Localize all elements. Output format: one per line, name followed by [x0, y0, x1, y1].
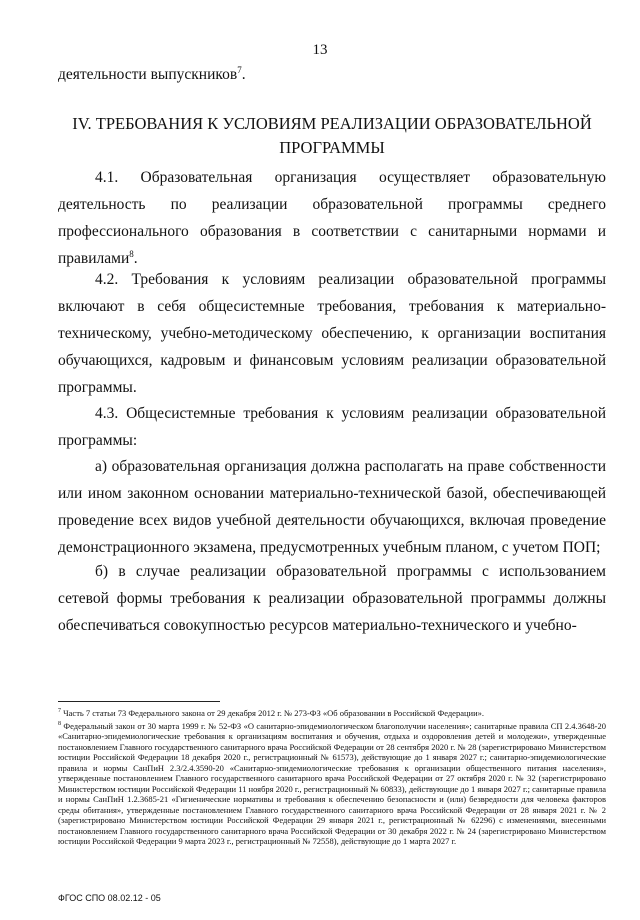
footnote-8-text: Федеральный закон от 30 марта 1999 г. № 52-ФЗ «О санитарно-эпидемиологическом благополучии населения»; санитарные правила СП 2.4.3648-20 «Санитарно-эпидемиологические требования к организациям воспитания и обучения, отдыха и оздоровления детей и молодежи», утвержденные постановлением Главного государственного санитарного врача Российской Федерации от 28 сентября 2020 г. № 28 (зарегистрировано Министерством юстиции Российской Федерации 18 декабря 2020 г., регистрационный № 61573), действующие до 1 января 2027 г.; санитарно-эпидемиологические правила и нормы СанПиН 2.3/2.4.3590-20 «Санитарно-эпидемиологические требования к организации общественного питания населения», утвержденные постановлением Главного государственного санитарного врача Российской Федерации от 27 октября 2020 г. № 32 (зарегистрировано Министерством юстиции Российской Федерации 11 ноября 2020 г., регистрационный № 60833), действующие до 1 января 2027 г.; санитарные правила и нормы СанПиН 1.2.3685-21 «Гигиенические нормативы и требования к обеспечению безопасности и (или) безвредности для человека факторов среды обитания», утвержденные постановлением Главного государственного санитарного врача Российской Федерации от 28 января 2021 г. № 2 (зарегистрировано Министерством юстиции Российской Федерации 29 января 2021 г., регистрационный № 62296) с изменениями, внесенными постановлением Главного государственного санитарного врача Российской Федерации от 30 декабря 2022 г. № 24 (зарегистрировано Министерством юстиции Российской Федерации 9 марта 2023 г., регистрационный № 72558), действующие до 1 марта 2027 г.	[58, 720, 607, 846]
document-footer: ФГОС СПО 08.02.12 - 05	[58, 893, 161, 903]
footnote-7-text: Часть 7 статьи 73 Федерального закона от 29 декабря 2012 г. № 273-ФЗ «Об образовании в Российской Федерации».	[63, 708, 484, 718]
paragraph-4-1	[58, 164, 606, 272]
continuation-after: .	[241, 66, 246, 83]
paragraph-a: а) образовательная организация должна располагать на праве собственности или ином законном основании материально-технической базой, обеспечивающей проведение всех видов учебной деятельности обучающихся, включая проведение демонстрационного экзамена, предусмотренных учебным планом, с учетом ПОП;	[58, 458, 606, 556]
footnote-7	[58, 708, 606, 719]
page-number: 13	[312, 42, 328, 58]
paragraph-4-1-after: .	[133, 250, 138, 267]
paragraph-4-2: 4.2. Требования к условиям реализации образовательной программы включают в себя общесистемные требования, требования к материально-техническому, учебно-методическому обеспечению, к организации воспитания обучающихся, кадровым и финансовым условиям реализации образовательной программы.	[58, 271, 606, 396]
paragraph-4-1-text: 4.1. Образовательная организация осуществляет образовательную деятельность по реализации образовательной программы среднего профессионального образования в соответствии с санитарными нормами и правилами	[58, 169, 606, 267]
paragraph-4-3: 4.3. Общесистемные требования к условиям реализации образовательной программы:	[58, 405, 606, 449]
section-heading: IV. ТРЕБОВАНИЯ К УСЛОВИЯМ РЕАЛИЗАЦИИ ОБРАЗОВАТЕЛЬНОЙ ПРОГРАММЫ	[72, 114, 592, 157]
footnotes	[58, 708, 606, 849]
footnote-separator	[58, 701, 220, 702]
footnote-8	[58, 721, 606, 847]
footnote-ref-7: 7	[237, 64, 242, 75]
footnote-7-number: 7	[58, 708, 61, 715]
footnote-ref-8: 8	[129, 248, 134, 259]
paragraph-b: б) в случае реализации образовательной программы с использованием сетевой формы требования к реализации образовательной программы должны обеспечиваться совокупностью ресурсов материально-технического и учебно-	[58, 563, 606, 634]
continuation-text: деятельности выпускников	[58, 66, 238, 83]
continuation-line	[58, 66, 246, 84]
footnote-8-number: 8	[58, 720, 61, 727]
